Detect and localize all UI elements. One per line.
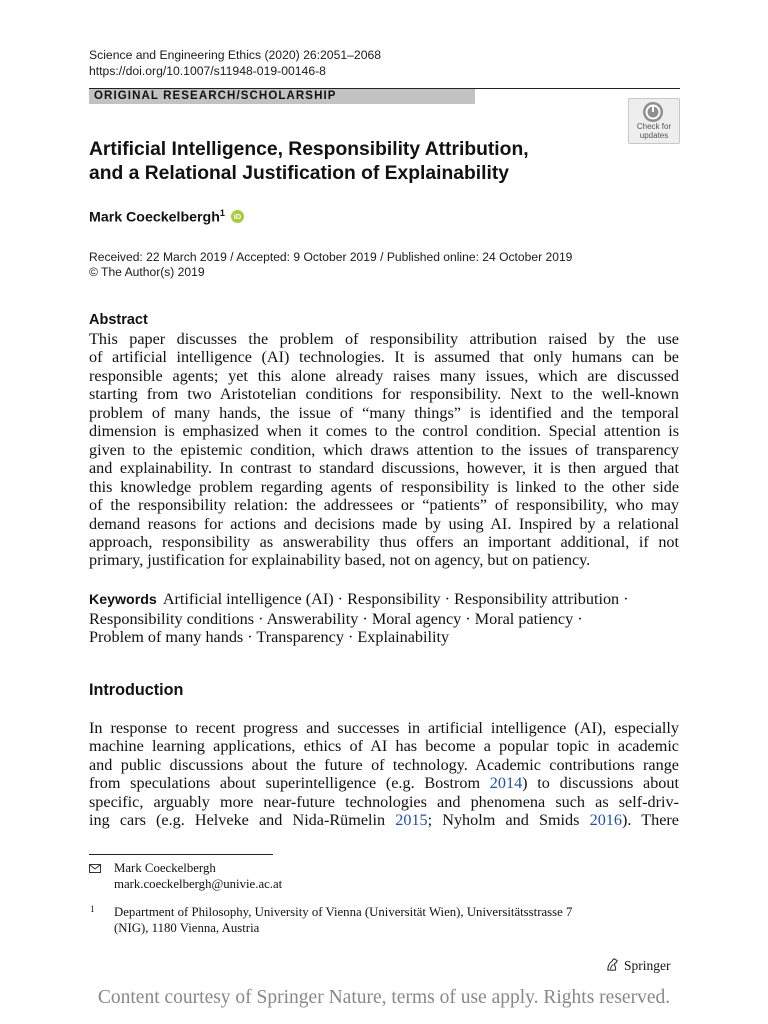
intro-line: and public discussions about the future of technology. Academic contributions range [89, 755, 679, 774]
publisher-name: Springer [624, 958, 671, 973]
abstract-body [89, 330, 679, 570]
keywords-label: Keywords [89, 592, 157, 608]
abstract-line: This paper discusses the problem of responsibility attribution raised by the use [89, 330, 679, 348]
intro-text: ). There [621, 811, 679, 830]
abstract-line: primary, justification for explainability based, not on agency, but on patiency. [89, 551, 591, 570]
author-line [89, 208, 244, 226]
journal-citation: Science and Engineering Ethics (2020) 26:2051–2068 [89, 48, 382, 62]
article-category: ORIGINAL RESEARCH/SCHOLARSHIP [94, 90, 337, 102]
title-line-1: Artificial Intelligence, Responsibility Attribution, [89, 139, 529, 160]
abstract-heading: Abstract [89, 312, 148, 328]
copyright: © The Author(s) 2019 [89, 265, 205, 279]
author-name[interactable]: Mark Coeckelbergh [89, 209, 220, 226]
intro-line: In response to recent progress and successes in artificial intelligence (AI), especially [89, 719, 679, 737]
footnote-rule [89, 854, 273, 855]
abstract-line: of the responsibility relation: the addressees or “patients” of responsibility, who may [89, 496, 679, 515]
abstract-line: of artificial intelligence (AI) technologies. It is assumed that only humans can be [89, 348, 679, 367]
envelope-icon [89, 864, 101, 873]
abstract-line: responsible agents; yet this alone already raises many issues, which are discussed [89, 366, 679, 385]
abstract-line: starting from two Aristotelian conditions for responsibility. Next to the well-known [89, 385, 679, 404]
intro-line [89, 811, 679, 829]
affiliation-line: Department of Philosophy, University of Vienna (Universität Wien), Universitätsstrasse 7 [114, 905, 573, 919]
keywords-line: Responsibility conditions · Answerability · Moral agency · Moral patiency · [89, 609, 583, 628]
abstract-line: problem of many hands, the issue of “many things” is identified and the temporal [89, 403, 679, 422]
orcid-icon[interactable] [231, 210, 244, 223]
intro-line [89, 774, 679, 792]
doi-link[interactable]: https://doi.org/10.1007/s11948-019-00146-8 [89, 63, 326, 78]
abstract-line: this knowledge problem regarding agents of responsibility is linked to the other side [89, 477, 679, 496]
abstract-line: dimension is emphasized when it comes to the control condition. Special attention is [89, 422, 679, 441]
title-line-2: and a Relational Justification of Explainability [89, 162, 509, 184]
citation-link[interactable]: 2015 [395, 811, 428, 830]
abstract-line: demand reasons for actions and decisions made by using AI. Inspired by a relational [89, 514, 679, 533]
affiliation-line: (NIG), 1180 Vienna, Austria [114, 920, 260, 935]
intro-text: ing cars (e.g. Helveke and Nida-Rümelin [89, 811, 396, 830]
check-for-updates-icon [643, 102, 663, 122]
keywords-line: Artificial intelligence (AI) · Responsibility · Responsibility attribution · [162, 590, 629, 608]
introduction-body [89, 719, 679, 830]
abstract-line: given to the epistemic condition, which draws attention to the issues of transparency [89, 440, 679, 459]
publication-dates [89, 250, 572, 280]
introduction-heading: Introduction [89, 681, 184, 699]
intro-text: from speculations about superintelligence (e.g. Bostrom [89, 774, 490, 793]
intro-text: ) to discussions about [522, 774, 679, 793]
citation-link[interactable]: 2014 [489, 774, 523, 793]
citation-link[interactable]: 2016 [589, 811, 622, 830]
article-title [89, 138, 649, 185]
journal-header [89, 48, 381, 79]
orcid-glyph: iD [233, 211, 242, 221]
intro-line: machine learning applications, ethics of AI has become a popular topic in academic [89, 737, 679, 756]
intro-text: ; Nyholm and Smids [427, 811, 590, 830]
contact-footnote [89, 861, 689, 893]
keywords [89, 590, 679, 647]
contact-name: Mark Coeckelbergh [114, 861, 216, 875]
date-history: Received: 22 March 2019 / Accepted: 9 October 2019 / Published online: 24 October 2019 [89, 250, 573, 264]
check-for-updates-label-2: updates [639, 131, 669, 140]
affiliation-footnote [89, 905, 689, 937]
contact-email[interactable]: mark.coeckelbergh@univie.ac.at [114, 876, 283, 891]
abstract-line: approach, responsibility as answerability thus offers an important additional, if not [89, 532, 679, 551]
abstract-line: and explainability. In contrast to standard discussions, however, it is then argued that [89, 459, 679, 478]
check-for-updates-label: Check for [636, 122, 672, 131]
springer-horse-icon [605, 957, 620, 972]
publisher-logo [605, 957, 671, 974]
keywords-line: Problem of many hands · Transparency · Explainability [89, 628, 450, 646]
affiliation-number: 1 [90, 904, 95, 914]
affiliation-mark: 1 [219, 208, 225, 218]
intro-line: specific, arguably more near-future technologies and phenomena such as self-driv- [89, 792, 679, 811]
courtesy-notice: Content courtesy of Springer Nature, terms of use apply. Rights reserved. [97, 987, 671, 1008]
